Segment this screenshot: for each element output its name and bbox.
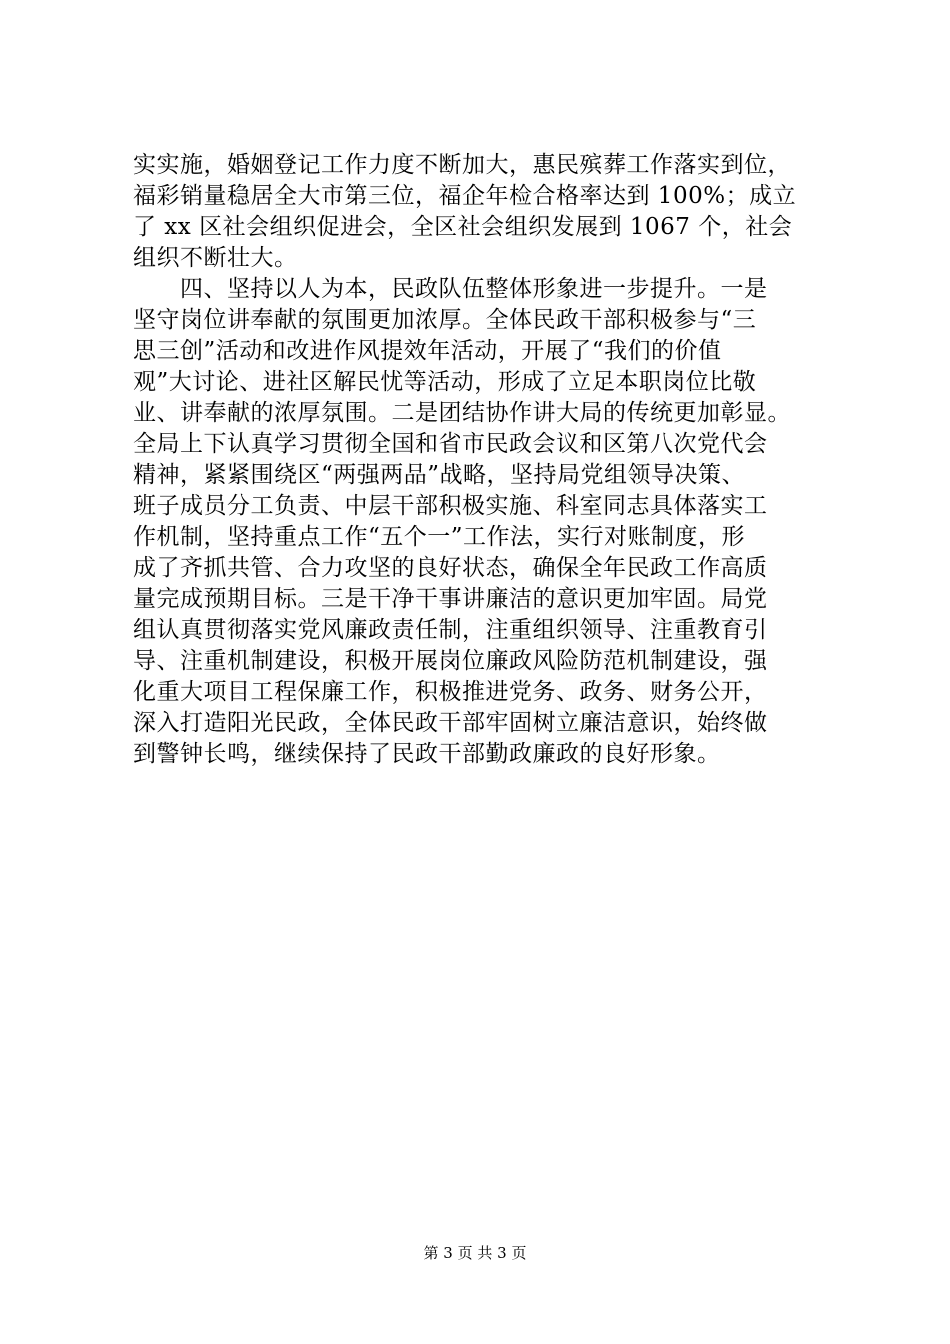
text-line: 量完成预期目标。三是干净干事讲廉洁的意识更加牢固。局党	[133, 586, 768, 612]
text-line: 全局上下认真学习贯彻全国和省市民政会议和区第八次党代会	[133, 431, 768, 457]
text-line: 福彩销量稳居全大市第三位，福企年检合格率达到 100%；成立	[133, 183, 797, 209]
text-line: 精神，紧紧围绕区“两强两品”战略，坚持局党组领导决策、	[133, 462, 746, 488]
text-line: 了 xx 区社会组织促进会，全区社会组织发展到 1067 个，社会	[133, 214, 793, 240]
text-line: 坚守岗位讲奉献的氛围更加浓厚。全体民政干部积极参与“三	[133, 307, 757, 333]
text-line: 班子成员分工负责、中层干部积极实施、科室同志具体落实工	[133, 493, 768, 519]
text-line: 实实施，婚姻登记工作力度不断加大，惠民殡葬工作落实到位，	[133, 152, 791, 178]
text-line: 思三创”活动和改进作风提效年活动，开展了“我们的价值	[133, 338, 722, 364]
text-line: 业、讲奉献的浓厚氛围。二是团结协作讲大局的传统更加彰显。	[133, 400, 791, 426]
page-footer	[0, 1242, 950, 1264]
text-line: 深入打造阳光民政，全体民政干部牢固树立廉洁意识，始终做	[133, 710, 768, 736]
text-line: 化重大项目工程保廉工作，积极推进党务、政务、财务公开，	[133, 679, 768, 705]
page-number-label: 第 3 页 共 3 页	[423, 1244, 527, 1262]
paragraph-start-line: 四、坚持以人为本，民政队伍整体形象进一步提升。一是	[180, 276, 768, 302]
text-line: 到警钟长鸣，继续保持了民政干部勤政廉政的良好形象。	[133, 741, 721, 767]
text-line: 组认真贯彻落实党风廉政责任制，注重组织领导、注重教育引	[133, 617, 768, 643]
text-line: 成了齐抓共管、合力攻坚的良好状态，确保全年民政工作高质	[133, 555, 768, 581]
text-line: 导、注重机制建设，积极开展岗位廉政风险防范机制建设，强	[133, 648, 768, 674]
document-body	[133, 150, 833, 770]
text-line: 观”大讨论、进社区解民忧等活动，形成了立足本职岗位比敬	[133, 369, 757, 395]
text-line: 作机制，坚持重点工作“五个一”工作法，实行对账制度，形	[133, 524, 746, 550]
text-line: 组织不断壮大。	[133, 245, 298, 271]
